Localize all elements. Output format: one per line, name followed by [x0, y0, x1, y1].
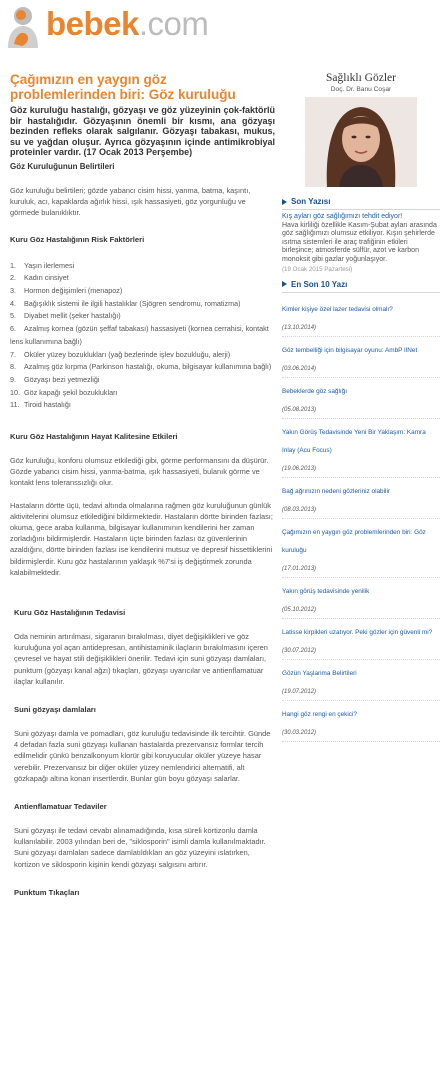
site-header	[0, 0, 443, 56]
risk-item	[10, 361, 275, 374]
risk-item-text: Bağışıklık sistemi ile ilgili hastalıklar (Sjögren sendromu, romatizma)	[24, 298, 241, 308]
risk-item-text: Azalmış kornea (gözün şeffaf tabakası) hassasiyeti (kornea cerrahisi, kontakt lens kullanımına bağlı)	[10, 324, 269, 346]
logo-tld: .com	[138, 5, 209, 42]
risk-item-number: 5.	[10, 311, 16, 321]
son-10-box	[282, 280, 440, 742]
son-10-header-label: En Son 10 Yazı	[291, 279, 348, 289]
anti-heading: Antienflamatuar Tedaviler	[14, 802, 107, 812]
etki-paragraph-1: Göz kuruluğu, konforu olumsuz etkilediği gibi, görme performansını da düşürür. Gözde yabancı cisim hissi, yanma-batma, ışık hassasiyeti, bulanık görme ve kontakt lens toleranssızlığı olur.	[10, 456, 269, 488]
suni-heading: Suni gözyaşı damlaları	[14, 705, 96, 715]
son-10-item-link[interactable]: Hangi göz rengi en çekici?	[282, 710, 357, 718]
risk-item	[10, 399, 275, 412]
risk-item	[10, 272, 275, 285]
article-title: Çağımızın en yaygın göz problemlerinden biri: Göz kuruluğu	[10, 72, 236, 102]
son-10-item	[282, 337, 440, 378]
son-10-item-date: (30.03.2012)	[282, 729, 317, 736]
arrow-right-icon	[282, 199, 287, 205]
son-yazisi-header	[282, 197, 440, 206]
risk-item	[10, 323, 275, 348]
son-10-item-date: (05.08.2013)	[282, 406, 317, 413]
son-10-item	[282, 519, 440, 578]
etki-heading: Kuru Göz Hastalığının Hayat Kalitesine Etkileri	[10, 432, 178, 442]
son-10-item	[282, 296, 440, 337]
risk-item-number: 10.	[10, 387, 20, 397]
risk-item-text: Gözyaşı bezi yetmezliği	[24, 374, 100, 384]
author-portrait	[305, 97, 417, 187]
son-10-item-link[interactable]: Çağımızın en yaygın göz problemlerinden biri: Göz kuruluğu	[282, 528, 426, 554]
son-10-item	[282, 378, 440, 419]
son-yazisi-date: (19 Ocak 2015 Pazartesi)	[282, 265, 353, 273]
son-10-item-link[interactable]: Göz tembelliği için bilgisayar oyunu: AmbP lINet	[282, 346, 418, 354]
suni-text: Suni gözyaşı damla ve pomadları, göz kuruluğu tedavisinde ilk tercihtir. Günde 4 defadan fazla suni gözyaşı kullanan hastalarda prezervansız formlar tercih edilmelidir çünkü benzalkonyum klorür gibi koruyucular oküler yüzeye hasar verebilir. Prezervansız bir diğer oküler yüzey nemlendirici alternatifi, alt gözkapağı altına konan insertlerdir. Bunlar gün boyu gözyaşı salarlar.	[14, 729, 271, 783]
risk-item-number: 2.	[10, 273, 16, 283]
risk-item-number: 1.	[10, 260, 16, 270]
divider	[282, 209, 440, 210]
risk-item	[10, 374, 275, 387]
son-10-item-date: (19.06.2013)	[282, 465, 317, 472]
son-10-item	[282, 578, 440, 619]
son-10-item	[282, 419, 440, 478]
son-10-item-link[interactable]: Yakın görüş tedavisinde yenilik	[282, 587, 370, 595]
risk-list	[10, 260, 275, 412]
site-logo[interactable]	[46, 2, 208, 46]
risk-item-number: 9.	[10, 374, 16, 384]
son-10-item-link[interactable]: Gözün Yaşlanma Belirtileri	[282, 669, 357, 677]
son-10-item	[282, 619, 440, 660]
risk-item-text: Azalmış göz kırpma (Parkinson hastalığı, okuma, bilgisayar kullanımına bağlı)	[24, 362, 272, 372]
belirtiler-text: Göz kuruluğu belirtileri; gözde yabancı cisim hissi, yanma, batma, kaşıntı, kuruluk, acı, kapaklarda ağırlık hissi, ışık hassasiyeti, göz yorgunluğu ve görmede bulanıklıktır.	[10, 185, 251, 218]
sidebar	[282, 72, 440, 742]
risk-item-text: Oküler yüzey bozuklukları (yağ bezlerinde işlev bozukluğu, alerji)	[24, 349, 231, 359]
risk-heading: Kuru Göz Hastalığının Risk Faktörleri	[10, 234, 145, 244]
son-10-item	[282, 701, 440, 742]
sidebar-title: Sağlıklı Gözler	[326, 72, 396, 84]
risk-item-number: 8.	[10, 362, 16, 372]
article-lead: Göz kuruluğu hastalığı, gözyaşı ve göz yüzeyinin çok-faktörlü bir hastalığıdır. Gözyaşının önemli bir kısmı, ana gözyaşı bezinden refleks olarak salgılanır. Gözyaşı tabakası, mukus, su ve yağdan oluşur. Ayrıca gözyaşının içinde antimikrobiyal proteinler vardır. (17 Ocak 2013 Perşembe)	[10, 105, 275, 158]
risk-item-text: Yaşın ilerlemesi	[24, 260, 75, 270]
risk-item-number: 11.	[10, 400, 20, 410]
son-10-item-date: (08.03.2013)	[282, 506, 317, 513]
arrow-right-icon	[282, 281, 287, 287]
son-10-item-date: (13.10.2014)	[282, 324, 317, 331]
article	[10, 72, 275, 897]
risk-item-text: Diyabet mellit (şeker hastalığı)	[24, 311, 121, 321]
son-10-item-link[interactable]: Bağ ağrınızın nedeni gözleriniz olabilir	[282, 487, 390, 495]
son-10-item-link[interactable]: Yakın Görüş Tedavisinde Yeni Bir Yaklaşım: Kamra Inlay (Acu Focus)	[282, 428, 426, 454]
anti-text: Suni gözyaşı ile tedavi cevabı alınamadığında, kısa süreli kortizonlu damla kullanılabilir. 2003 yılından beri de, "siklosporin" isimli damla kullanılmaktadır. Suni gözyaşı damlaları sadece damlatıldıkları an göz yüzeyini ıslatırken, kortizon ve siklosporin kişinin kendi gözyaşı salgısını artırır.	[14, 826, 266, 869]
tedavi-heading: Kuru Göz Hastalığının Tedavisi	[14, 608, 126, 618]
risk-item	[10, 310, 275, 323]
risk-item-text: Tiroid hastalığı	[24, 400, 71, 410]
risk-item	[10, 285, 275, 298]
belirtiler-heading: Göz Kuruluğunun Belirtileri	[10, 161, 115, 171]
risk-item	[10, 387, 275, 400]
logo-brand: bebek	[46, 5, 139, 42]
risk-item-text: Kadın cinsiyet	[24, 273, 69, 283]
risk-item	[10, 260, 275, 273]
son-10-item-date: (30.07.2012)	[282, 647, 317, 654]
son-10-list	[282, 296, 440, 742]
son-yazisi-box	[282, 197, 440, 274]
son-yazisi-desc: Hava kirliliği özellikle Kasım-Şubat ayları arasında göz sağlığımızı olumsuz etkiliyor. Kışın şehirlerde ısıtma sistemleri ile araç trafiğinin etkileri birleşince; atmosferde sülfür, azot ve karbon monoksit gibi gazlar yoğunlaşıyor.	[282, 221, 437, 263]
risk-item-number: 6.	[10, 324, 16, 334]
son-10-item-link[interactable]: Bebeklerde göz sağlığı	[282, 387, 348, 395]
punktum-heading: Punktum Tıkaçları	[14, 887, 80, 897]
tedavi-text: Oda neminin artırılması, sigaranın bırakılması, diyet değişiklikleri ve göz kuruluğuna yol açan antidepresan, antihistaminik ilaçların bırakılmasını içeren çevresel ve hayat stili değişiklikleri önerilir. Tedavi için suni gözyaşı damlaları, punktum (gözyaşı kanal ağzı) tıkaçları, gözyaşı uyarıcılar ve antienflamatuar ilaçlar kullanılır.	[14, 632, 268, 686]
son-10-item-date: (17.01.2013)	[282, 565, 317, 572]
etki-paragraph-2: Hastaların dörtte üçü, tedavi altında olmalarına rağmen göz kuruluğunun günlük aktivitelerini olumsuz etkilediğini bildirmektedir. Hastaların dörtte birinden fazlası; okuma, gece araba kullanma, bilgisayar kullanımının kendilerini her zaman zorladığını bildirmişlerdir. Hastaların üçte birinden fazlası öz güvenlerinin azaldığını, dörtte birinden fazlası ise kendilerini mutsuz ve depresif hissettiklerini bildirmişlerdir. Kuru göz hastalarının yaklaşık %7'si iş değiştirmek zorunda kalabilmektedir.	[10, 500, 273, 577]
son-yazisi-link[interactable]: Kış ayları göz sağlığımızı tehdit ediyor!	[282, 213, 403, 220]
son-10-item	[282, 478, 440, 519]
son-10-item-date: (19.07.2012)	[282, 688, 317, 695]
son-10-item-date: (03.06.2014)	[282, 365, 317, 372]
risk-item-number: 4.	[10, 298, 16, 308]
risk-item	[10, 298, 275, 311]
sidebar-author: Doç. Dr. Banu Coşar	[330, 86, 392, 93]
risk-item-text: Göz kapağı şekil bozuklukları	[24, 387, 118, 397]
divider	[282, 292, 440, 293]
son-10-item-date: (05.10.2012)	[282, 606, 317, 613]
risk-item	[10, 349, 275, 362]
risk-item-number: 7.	[10, 349, 16, 359]
son-10-item-link[interactable]: Latisse kirpikleri uzatıyor. Peki gözler için güvenli mi?	[282, 628, 433, 636]
logo-mark-icon[interactable]	[4, 4, 42, 50]
son-10-item-link[interactable]: Kimler kişiye özel lazer tedavisi olmalı?	[282, 305, 393, 313]
son-10-header	[282, 280, 440, 289]
son-yazisi-header-label: Son Yazısı	[291, 197, 331, 206]
risk-item-number: 3.	[10, 285, 16, 295]
son-10-item	[282, 660, 440, 701]
risk-item-text: Hormon değişimleri (menapoz)	[24, 285, 123, 295]
